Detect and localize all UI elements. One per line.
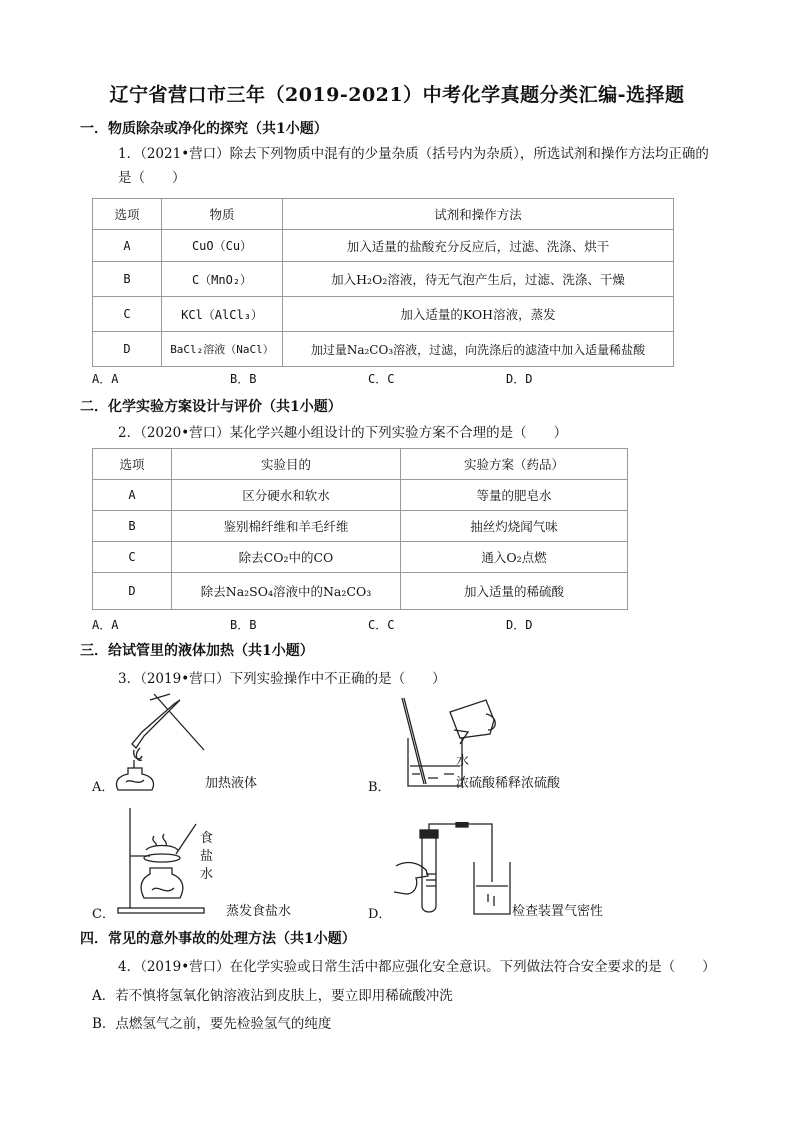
question-1-table xyxy=(92,198,674,367)
figure-b-letter: B． xyxy=(368,780,391,795)
figure-b-water-label: 水 xyxy=(456,754,470,769)
table-header-cell: 物质 xyxy=(162,199,283,230)
figure-c-letter: C． xyxy=(92,907,115,922)
question-1-stem xyxy=(118,142,718,190)
table-cell: 抽丝灼烧闻气味 xyxy=(401,511,628,542)
table-row xyxy=(93,542,628,573)
table-cell: 等量的肥皂水 xyxy=(401,480,628,511)
question-2-table xyxy=(92,448,628,610)
question-4-option-b[interactable]: B．点燃氢气之前，要先检验氢气的纯度 xyxy=(92,1016,332,1032)
table-header-cell: 试剂和操作方法 xyxy=(283,199,674,230)
table-header-row xyxy=(93,199,674,230)
table-cell: 加入H₂O₂溶液，待无气泡产生后，过滤、洗涤、干燥 xyxy=(283,262,674,297)
table-cell: A xyxy=(93,230,162,262)
section-heading-2: 二．化学实验方案设计与评价（共1小题） xyxy=(80,399,342,415)
option-c[interactable]: C．C xyxy=(368,618,395,632)
table-cell: 通入O₂点燃 xyxy=(401,542,628,573)
table-header-cell: 选项 xyxy=(93,199,162,230)
table-cell: C（MnO₂） xyxy=(162,262,283,297)
section-heading-4: 四．常见的意外事故的处理方法（共1小题） xyxy=(80,931,356,947)
table-header-cell: 选项 xyxy=(93,449,172,480)
figure-a-letter: A． xyxy=(92,780,115,795)
table-cell: KCl（AlCl₃） xyxy=(162,297,283,332)
table-cell: 鉴别棉纤维和羊毛纤维 xyxy=(172,511,401,542)
evaporation-figure xyxy=(116,806,212,914)
table-cell: CuO（Cu） xyxy=(162,230,283,262)
label-char: 水 xyxy=(200,867,214,882)
question-1-stem-line1: 1．（2021•营口）除去下列物质中混有的少量杂质（括号内为杂质），所选试剂和操作方法均正确的 xyxy=(118,146,709,162)
page-title: 辽宁省营口市三年（2019-2021）中考化学真题分类汇编-选择题 xyxy=(109,84,685,106)
table-row xyxy=(93,297,674,332)
table-cell: 加入适量的KOH溶液，蒸发 xyxy=(283,297,674,332)
table-cell: B xyxy=(93,262,162,297)
table-row xyxy=(93,511,628,542)
table-row xyxy=(93,480,628,511)
table-row xyxy=(93,332,674,367)
label-char: 盐 xyxy=(200,849,214,864)
question-2-stem: 2．（2020•营口）某化学兴趣小组设计的下列实验方案不合理的是（ ） xyxy=(118,425,568,441)
table-row xyxy=(93,230,674,262)
figure-d-letter: D． xyxy=(368,907,392,922)
figure-b-caption: 浓硫酸稀释浓硫酸 xyxy=(456,776,561,791)
heating-liquid-figure xyxy=(112,690,212,794)
table-cell: D xyxy=(93,573,172,610)
table-cell: 加入适量的盐酸充分反应后，过滤、洗涤、烘干 xyxy=(283,230,674,262)
question-3-stem: 3．（2019•营口）下列实验操作中不正确的是（ ） xyxy=(118,671,446,687)
option-b[interactable]: B．B xyxy=(230,372,257,386)
table-header-cell: 实验方案（药品） xyxy=(401,449,628,480)
table-header-row xyxy=(93,449,628,480)
question-1-stem-line2: 是（ ） xyxy=(118,170,186,186)
table-cell: C xyxy=(93,542,172,573)
table-cell: 加过量Na₂CO₃溶液，过滤，向洗涤后的滤渣中加入适量稀盐酸 xyxy=(283,332,674,367)
figure-c-caption: 蒸发食盐水 xyxy=(226,904,292,919)
option-c[interactable]: C．C xyxy=(368,372,395,386)
table-cell: 除去CO₂中的CO xyxy=(172,542,401,573)
table-row xyxy=(93,573,628,610)
question-1-options xyxy=(92,370,644,387)
table-cell: D xyxy=(93,332,162,367)
figure-c-brine-label xyxy=(200,830,213,884)
option-d[interactable]: D．D xyxy=(506,618,533,632)
option-d[interactable]: D．D xyxy=(506,372,533,386)
table-cell: 除去Na₂SO₄溶液中的Na₂CO₃ xyxy=(172,573,401,610)
table-cell: B xyxy=(93,511,172,542)
table-cell: 加入适量的稀硫酸 xyxy=(401,573,628,610)
question-4-option-a[interactable]: A．若不慎将氢氧化钠溶液沾到皮肤上，要立即用稀硫酸冲洗 xyxy=(92,988,453,1004)
table-cell: C xyxy=(93,297,162,332)
question-4-stem: 4．（2019•营口）在化学实验或日常生活中都应强化安全意识。下列做法符合安全要求的是（ ） xyxy=(118,959,716,975)
table-row xyxy=(93,262,674,297)
section-heading-1: 一．物质除杂或净化的探究（共1小题） xyxy=(80,121,328,137)
option-a[interactable]: A．A xyxy=(92,372,119,386)
option-a[interactable]: A．A xyxy=(92,618,119,632)
table-cell: BaCl₂溶液（NaCl） xyxy=(162,332,283,367)
figure-a-caption: 加热液体 xyxy=(205,776,258,791)
table-cell: A xyxy=(93,480,172,511)
table-cell: 区分硬水和软水 xyxy=(172,480,401,511)
question-2-options xyxy=(92,616,644,633)
airtightness-figure xyxy=(392,822,512,918)
figure-d-caption: 检查装置气密性 xyxy=(512,904,604,919)
label-char: 食 xyxy=(200,831,214,846)
option-b[interactable]: B．B xyxy=(230,618,257,632)
table-header-cell: 实验目的 xyxy=(172,449,401,480)
section-heading-3: 三．给试管里的液体加热（共1小题） xyxy=(80,643,314,659)
